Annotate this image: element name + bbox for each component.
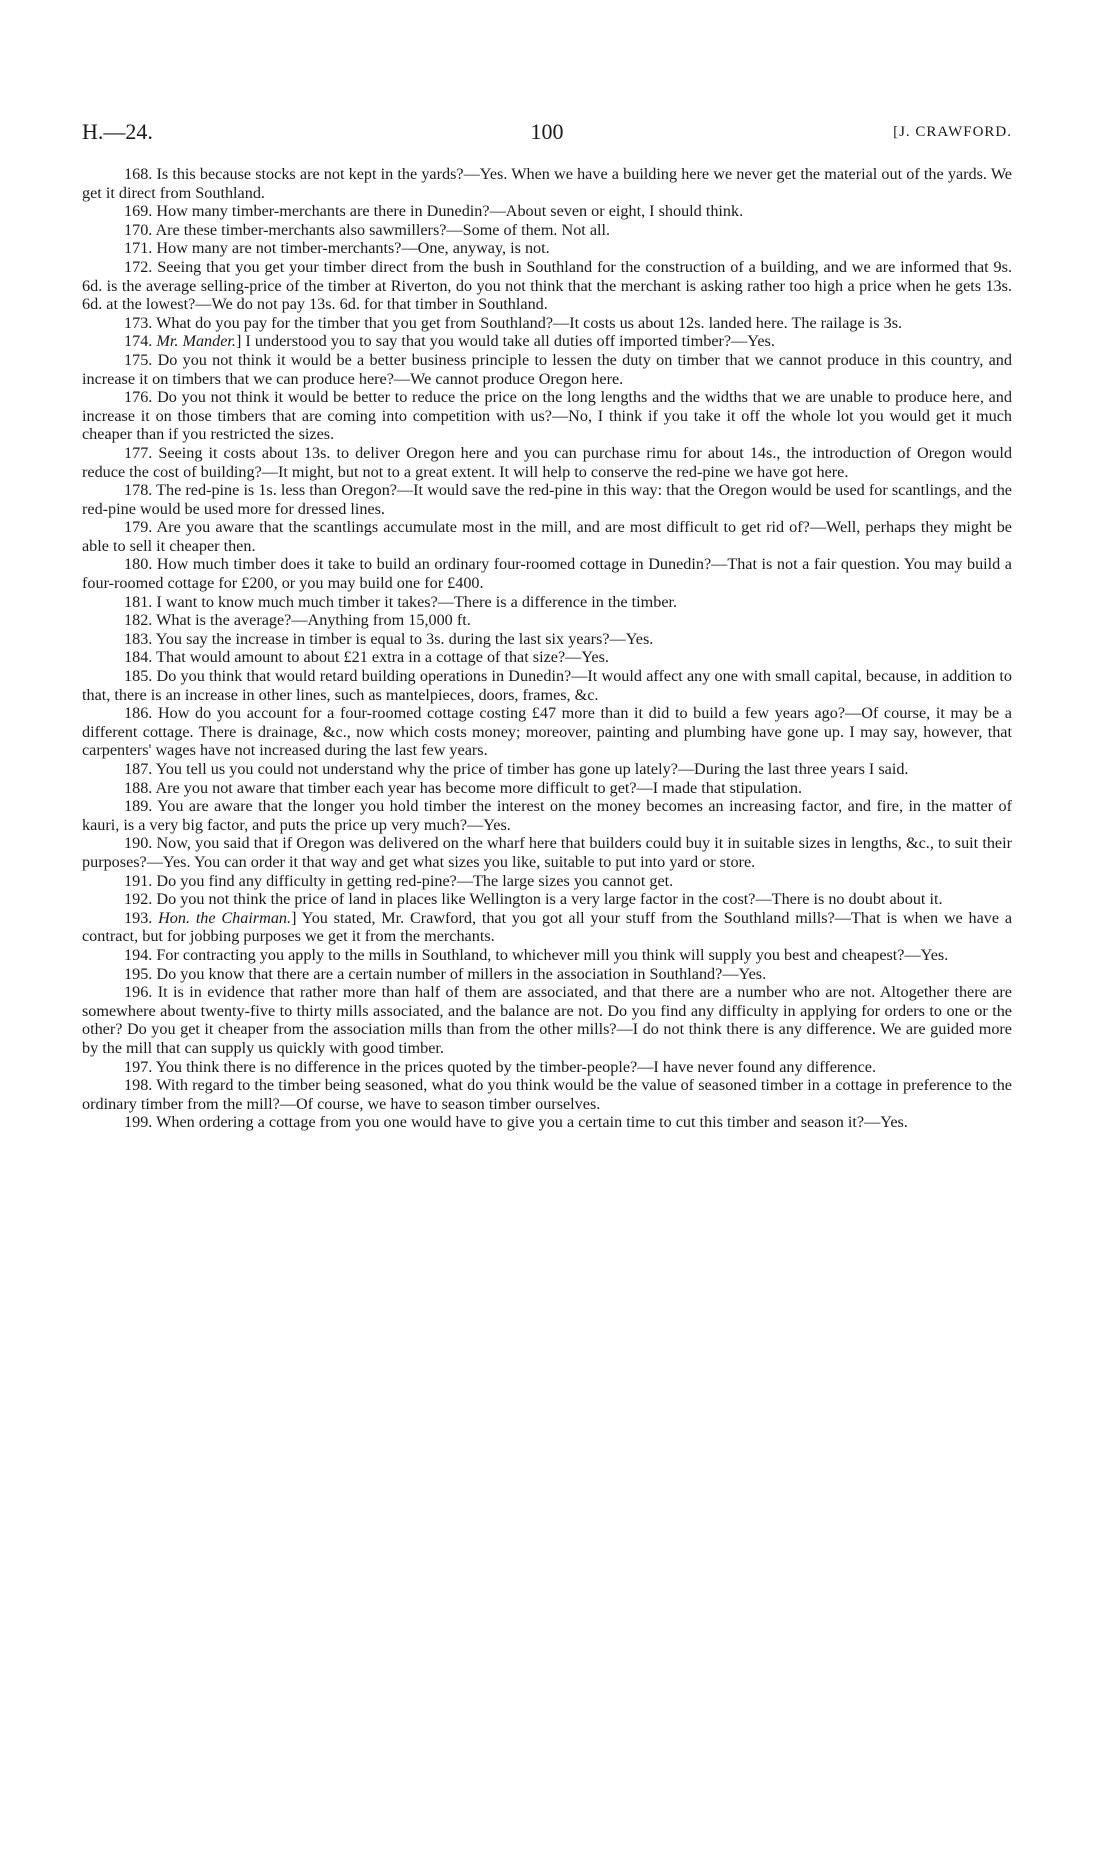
paragraph-text: 197. You think there is no difference in the prices quoted by the timber-people?—I have never found any difference. — [124, 1057, 877, 1076]
paragraph-text: 184. That would amount to about £21 extra in a cottage of that size?—Yes. — [124, 648, 609, 667]
paragraph-text: 187. You tell us you could not understand why the price of timber has gone up lately?—During the last three years I said. — [124, 760, 909, 778]
evidence-paragraph — [82, 909, 1012, 946]
evidence-paragraph — [82, 648, 1012, 667]
evidence-paragraph — [82, 797, 1012, 834]
evidence-paragraph — [82, 704, 1012, 760]
paragraph-text: 178. The red-pine is 1s. less than Oregon?—It would save the red-pine in this way: that the Oregon would be used for scantlings, and the red-pine would be used more for dressed lines. — [82, 481, 1012, 518]
paragraph-text: 168. Is this because stocks are not kept in the yards?—Yes. When we have a building here we never get the material out of the yards. We get it direct from Southland. — [82, 165, 1012, 202]
paragraph-text-continued: ] You stated, Mr. Crawford, that you got all your stuff from the Southland mills?—That is when we have a contract, but for jobbing purposes we get it from the merchants. — [82, 908, 1013, 946]
speaker-name: Hon. the Chairman. — [158, 908, 292, 927]
paragraph-text: 186. How do you account for a four-roomed cottage costing £47 more than it did to build a few years ago?—Of course, it may be a different cottage. There is drainage, &c., now which costs money; moreover, painting and plumbing have gone up. I may say, however, that carpenters' wages have not increased during the last few years. — [82, 704, 1012, 760]
paragraph-text: 194. For contracting you apply to the mills in Southland, to whichever mill you think will supply you best and cheapest?—Yes. — [124, 945, 949, 964]
document-page — [82, 115, 1012, 1132]
evidence-paragraph — [82, 351, 1012, 388]
paragraph-text: 185. Do you think that would retard building operations in Dunedin?—It would affect any one with small capital, because, in addition to that, there is an increase in other lines, such as mantelpieces, doors, frames, &c. — [82, 667, 1012, 704]
paragraph-text: 191. Do you find any difficulty in getting red-pine?—The large sizes you cannot get. — [124, 871, 674, 890]
page-number: 100 — [530, 119, 564, 144]
evidence-paragraph — [82, 239, 1012, 258]
evidence-paragraph — [82, 872, 1012, 891]
paragraph-text: 189. You are aware that the longer you hold timber the interest on the money becomes an increasing factor, and fire, in the matter of kauri, is a very big factor, and puts the price up very much?—Yes. — [82, 797, 1012, 834]
paragraph-text: 192. Do you not think the price of land in places like Wellington is a very large factor in the cost?—There is no doubt about it. — [124, 890, 943, 909]
evidence-paragraph — [82, 1113, 1012, 1132]
evidence-paragraph — [82, 518, 1012, 555]
evidence-paragraph — [82, 593, 1012, 612]
evidence-paragraph — [82, 983, 1012, 1057]
evidence-paragraph — [82, 779, 1012, 798]
evidence-paragraph — [82, 444, 1012, 481]
paragraph-text: 173. What do you pay for the timber that you get from Southland?—It costs us about 12s. landed here. The railage is 3s. — [124, 313, 903, 332]
paragraph-text: 169. How many timber-merchants are there in Dunedin?—About seven or eight, I should think. — [124, 202, 744, 221]
evidence-paragraph — [82, 965, 1012, 984]
paragraph-text: 198. With regard to the timber being seasoned, what do you think would be the value of seasoned timber in a cottage in preference to the ordinary timber from the mill?—Of course, we have to season timber ourselves. — [82, 1076, 1012, 1113]
paragraph-text: 171. How many are not timber-merchants?—One, anyway, is not. — [124, 239, 550, 258]
page-header — [82, 115, 1012, 155]
evidence-paragraph — [82, 1058, 1012, 1077]
paragraph-text: 196. It is in evidence that rather more than half of them are associated, and that there are a number who are not. Altogether there are somewhere about twenty-five to thirty mills associated, and the balance are not. Do you find any difficulty in applying for orders to one or the other? Do you get it cheaper from the association mills than from the other mills?—I do not think there is any difference. We are guided more by the mill that can supply us quickly with good timber. — [82, 983, 1012, 1057]
evidence-paragraph — [82, 165, 1012, 202]
document-body — [82, 165, 1012, 1132]
paragraph-text: 190. Now, you said that if Oregon was delivered on the wharf here that builders could buy it in suitable sizes in lengths, &c., to suit their purposes?—Yes. You can order it that way and get what sizes you like, suitable to put into yard or store. — [82, 834, 1012, 871]
paragraph-text: 188. Are you not aware that timber each year has become more difficult to get?—I made that stipulation. — [124, 778, 803, 797]
paragraph-text: 195. Do you know that there are a certain number of millers in the association in Southland?—Yes. — [124, 964, 767, 983]
evidence-paragraph — [82, 611, 1012, 630]
paragraph-text: 177. Seeing it costs about 13s. to deliver Oregon here and you can purchase rimu for about 14s., the introduction of Oregon would reduce the cost of building?—It might, but not to a great extent. It will help to conserve the red-pine we have got here. — [82, 443, 1012, 481]
evidence-paragraph — [82, 1076, 1012, 1113]
witness-name: [J. CRAWFORD. — [893, 124, 1012, 140]
paragraph-text: 180. How much timber does it take to build an ordinary four-roomed cottage in Dunedin?—That is not a fair question. You may build a four-roomed cottage for £200, or you may build one for £400. — [82, 555, 1012, 593]
paragraph-text: 175. Do you not think it would be a better business principle to lessen the duty on timber that we cannot produce in this country, and increase it on timbers that we can produce here?—We cannot produce Oregon here. — [82, 350, 1012, 388]
paragraph-text: 199. When ordering a cottage from you one would have to give you a certain time to cut this timber and season it?—Yes. — [124, 1113, 908, 1132]
evidence-paragraph — [82, 258, 1012, 314]
paragraph-text: 181. I want to know much much timber it takes?—There is a difference in the timber. — [124, 592, 678, 611]
evidence-paragraph — [82, 760, 1012, 779]
evidence-paragraph — [82, 388, 1012, 444]
paragraph-text: 170. Are these timber-merchants also sawmillers?—Some of them. Not all. — [124, 220, 611, 239]
evidence-paragraph — [82, 221, 1012, 240]
evidence-paragraph — [82, 946, 1012, 965]
speaker-name: Mr. Mander. — [156, 332, 236, 351]
paragraph-text-continued: ] I understood you to say that you would take all duties off imported timber?—Yes. — [235, 332, 775, 351]
paragraph-text: 193. — [124, 908, 159, 927]
evidence-paragraph — [82, 667, 1012, 704]
document-reference: H.—24. — [82, 119, 153, 144]
evidence-paragraph — [82, 630, 1012, 649]
paragraph-text: 176. Do you not think it would be better to reduce the price on the long lengths and the widths that we are unable to produce here, and increase it on those timbers that are coming into competition with us?—No, I think if you take it off the whole lot you would get it much cheaper than if you restricted the sizes. — [82, 388, 1012, 444]
paragraph-text: 183. You say the increase in timber is equal to 3s. during the last six years?—Yes. — [124, 629, 654, 648]
evidence-paragraph — [82, 834, 1012, 871]
paragraph-text: 174. — [124, 332, 157, 351]
paragraph-text: 179. Are you aware that the scantlings accumulate most in the mill, and are most difficult to get rid of?—Well, perhaps they might be able to sell it cheaper then. — [82, 518, 1012, 555]
paragraph-text: 182. What is the average?—Anything from 15,000 ft. — [124, 611, 471, 630]
evidence-paragraph — [82, 555, 1012, 592]
evidence-paragraph — [82, 481, 1012, 518]
evidence-paragraph — [82, 202, 1012, 221]
paragraph-text: 172. Seeing that you get your timber direct from the bush in Southland for the construction of a building, and we are informed that 9s. 6d. is the average selling-price of the timber at Riverton, do you not think that the merchant is asking rather too high a price when he gets 13s. 6d. at the lowest?—We do not pay 13s. 6d. for that timber in Southland. — [82, 257, 1012, 314]
evidence-paragraph — [82, 314, 1012, 333]
evidence-paragraph — [82, 332, 1012, 351]
evidence-paragraph — [82, 890, 1012, 909]
